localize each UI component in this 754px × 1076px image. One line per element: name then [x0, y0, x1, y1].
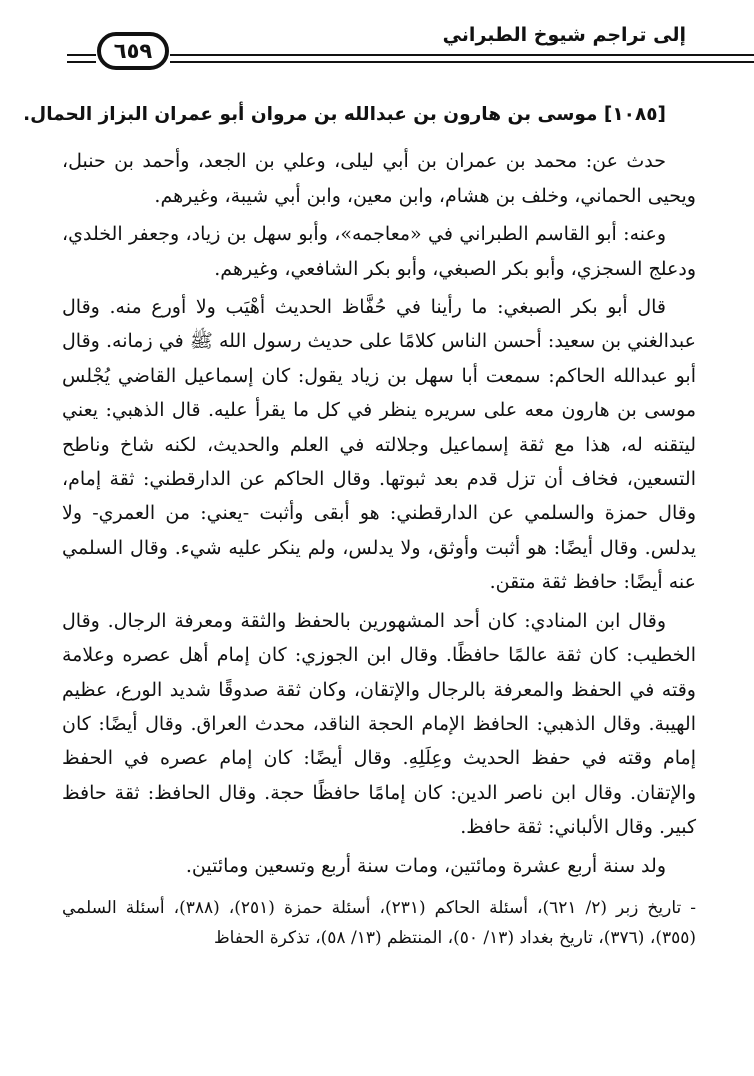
page-header — [0, 0, 754, 80]
paragraph-grading: وقال ابن المنادي: كان أحد المشهورين بالحفظ والثقة ومعرفة الرجال. وقال الخطيب: كان ثقة عالمًا حافظًا. وقال ابن الجوزي: كان إمام أهل عصره وعلامة وقته في الحفظ والمعرفة بالرجال والإتقان، وكان ثقة صدوقًا شديد الورع، عظيم الهيبة. وقال الذهبي: الحافظ الإمام الحجة الناقد، محدث العراق. وقال أيضًا: كان إمام وقته في حفظ الحديث وعِلَلِهِ. وقال أيضًا: كان إمام عصره في الحفظ والإتقان. وقال ابن ناصر الدين: كان إمامًا حافظًا حجة. وقال الحافظ: ثقة حافظ كبير. وقال الألباني: ثقة حافظ. — [62, 609, 696, 839]
page-body — [23, 98, 696, 953]
paragraph-narrators-from-him: وعنه: أبو القاسم الطبراني في «معاجمه»، وأبو سهل بن زياد، وجعفر الخلدي، ودعلج السجزي، وأبو بكر الصبغي، وأبو بكر الشافعي، وغيرهم. — [62, 223, 696, 280]
entry-title: [١٠٨٥] موسى بن هارون بن عبدالله بن مروان أبو عمران البزاز الحمال. — [23, 104, 666, 125]
page-number: ٦٥٩ — [97, 32, 169, 70]
header-rule — [67, 61, 96, 63]
paragraph-praise: قال أبو بكر الصبغي: ما رأينا في حُفَّاظ الحديث أهْيَب ولا أورع منه. وقال عبدالغني بن سعيد: أحسن الناس كلامًا على حديث رسول الله ﷺ في زمانه. وقال أبو عبدالله الحاكم: سمعت أبا سهل بن زياد يقول: كان إسماعيل القاضي يُجْلس موسى بن هارون معه على سريره ينظر في كل ما يقرأ عليه. قال الذهبي: يعني ليتقنه له، هذا مع ثقة إسماعيل وجلالته في العلم والحديث، لكنه شاخ وناطح التسعين، فخاف أن تزل قدم بعد ثبوتها. وقال الحاكم عن الدارقطني: ثقة إمام، وقال حمزة والسلمي عن الدارقطني: هو أبقى وأثبت -يعني: من العمري- ولا يدلس. وقال أيضًا: هو أثبت وأوثق، ولا يدلس، ولم ينكر عليه شيء. وقال السلمي عنه أيضًا: حافظ ثقة متقن. — [62, 296, 696, 594]
paragraph-birth-death: ولد سنة أربع عشرة ومائتين، ومات سنة أربع وتسعين ومائتين. — [185, 854, 666, 877]
header-rule — [67, 54, 96, 56]
header-rule — [170, 54, 754, 56]
paragraph-narrated-from: حدث عن: محمد بن عمران بن أبي ليلى، وعلي بن الجعد، وأحمد بن حنبل، ويحيى الحماني، وخلف بن هشام، وابن معين، وابن أبي شيبة، وغيرهم. — [62, 150, 696, 207]
header-rule — [170, 61, 754, 63]
footnote-references: - تاريخ زبر (٢/ ٦٢١)، أسئلة الحاكم (٢٣١)، أسئلة حمزة (٢٥١)، (٣٨٨)، أسئلة السلمي (٣٥٥)، (٣٧٦)، تاريخ بغداد (١٣/ ٥٠)، المنتظم (١٣/ ٥٨)، تذكرة الحفاظ — [62, 897, 696, 948]
running-title: إلى تراجم شيوخ الطبراني — [442, 24, 686, 46]
